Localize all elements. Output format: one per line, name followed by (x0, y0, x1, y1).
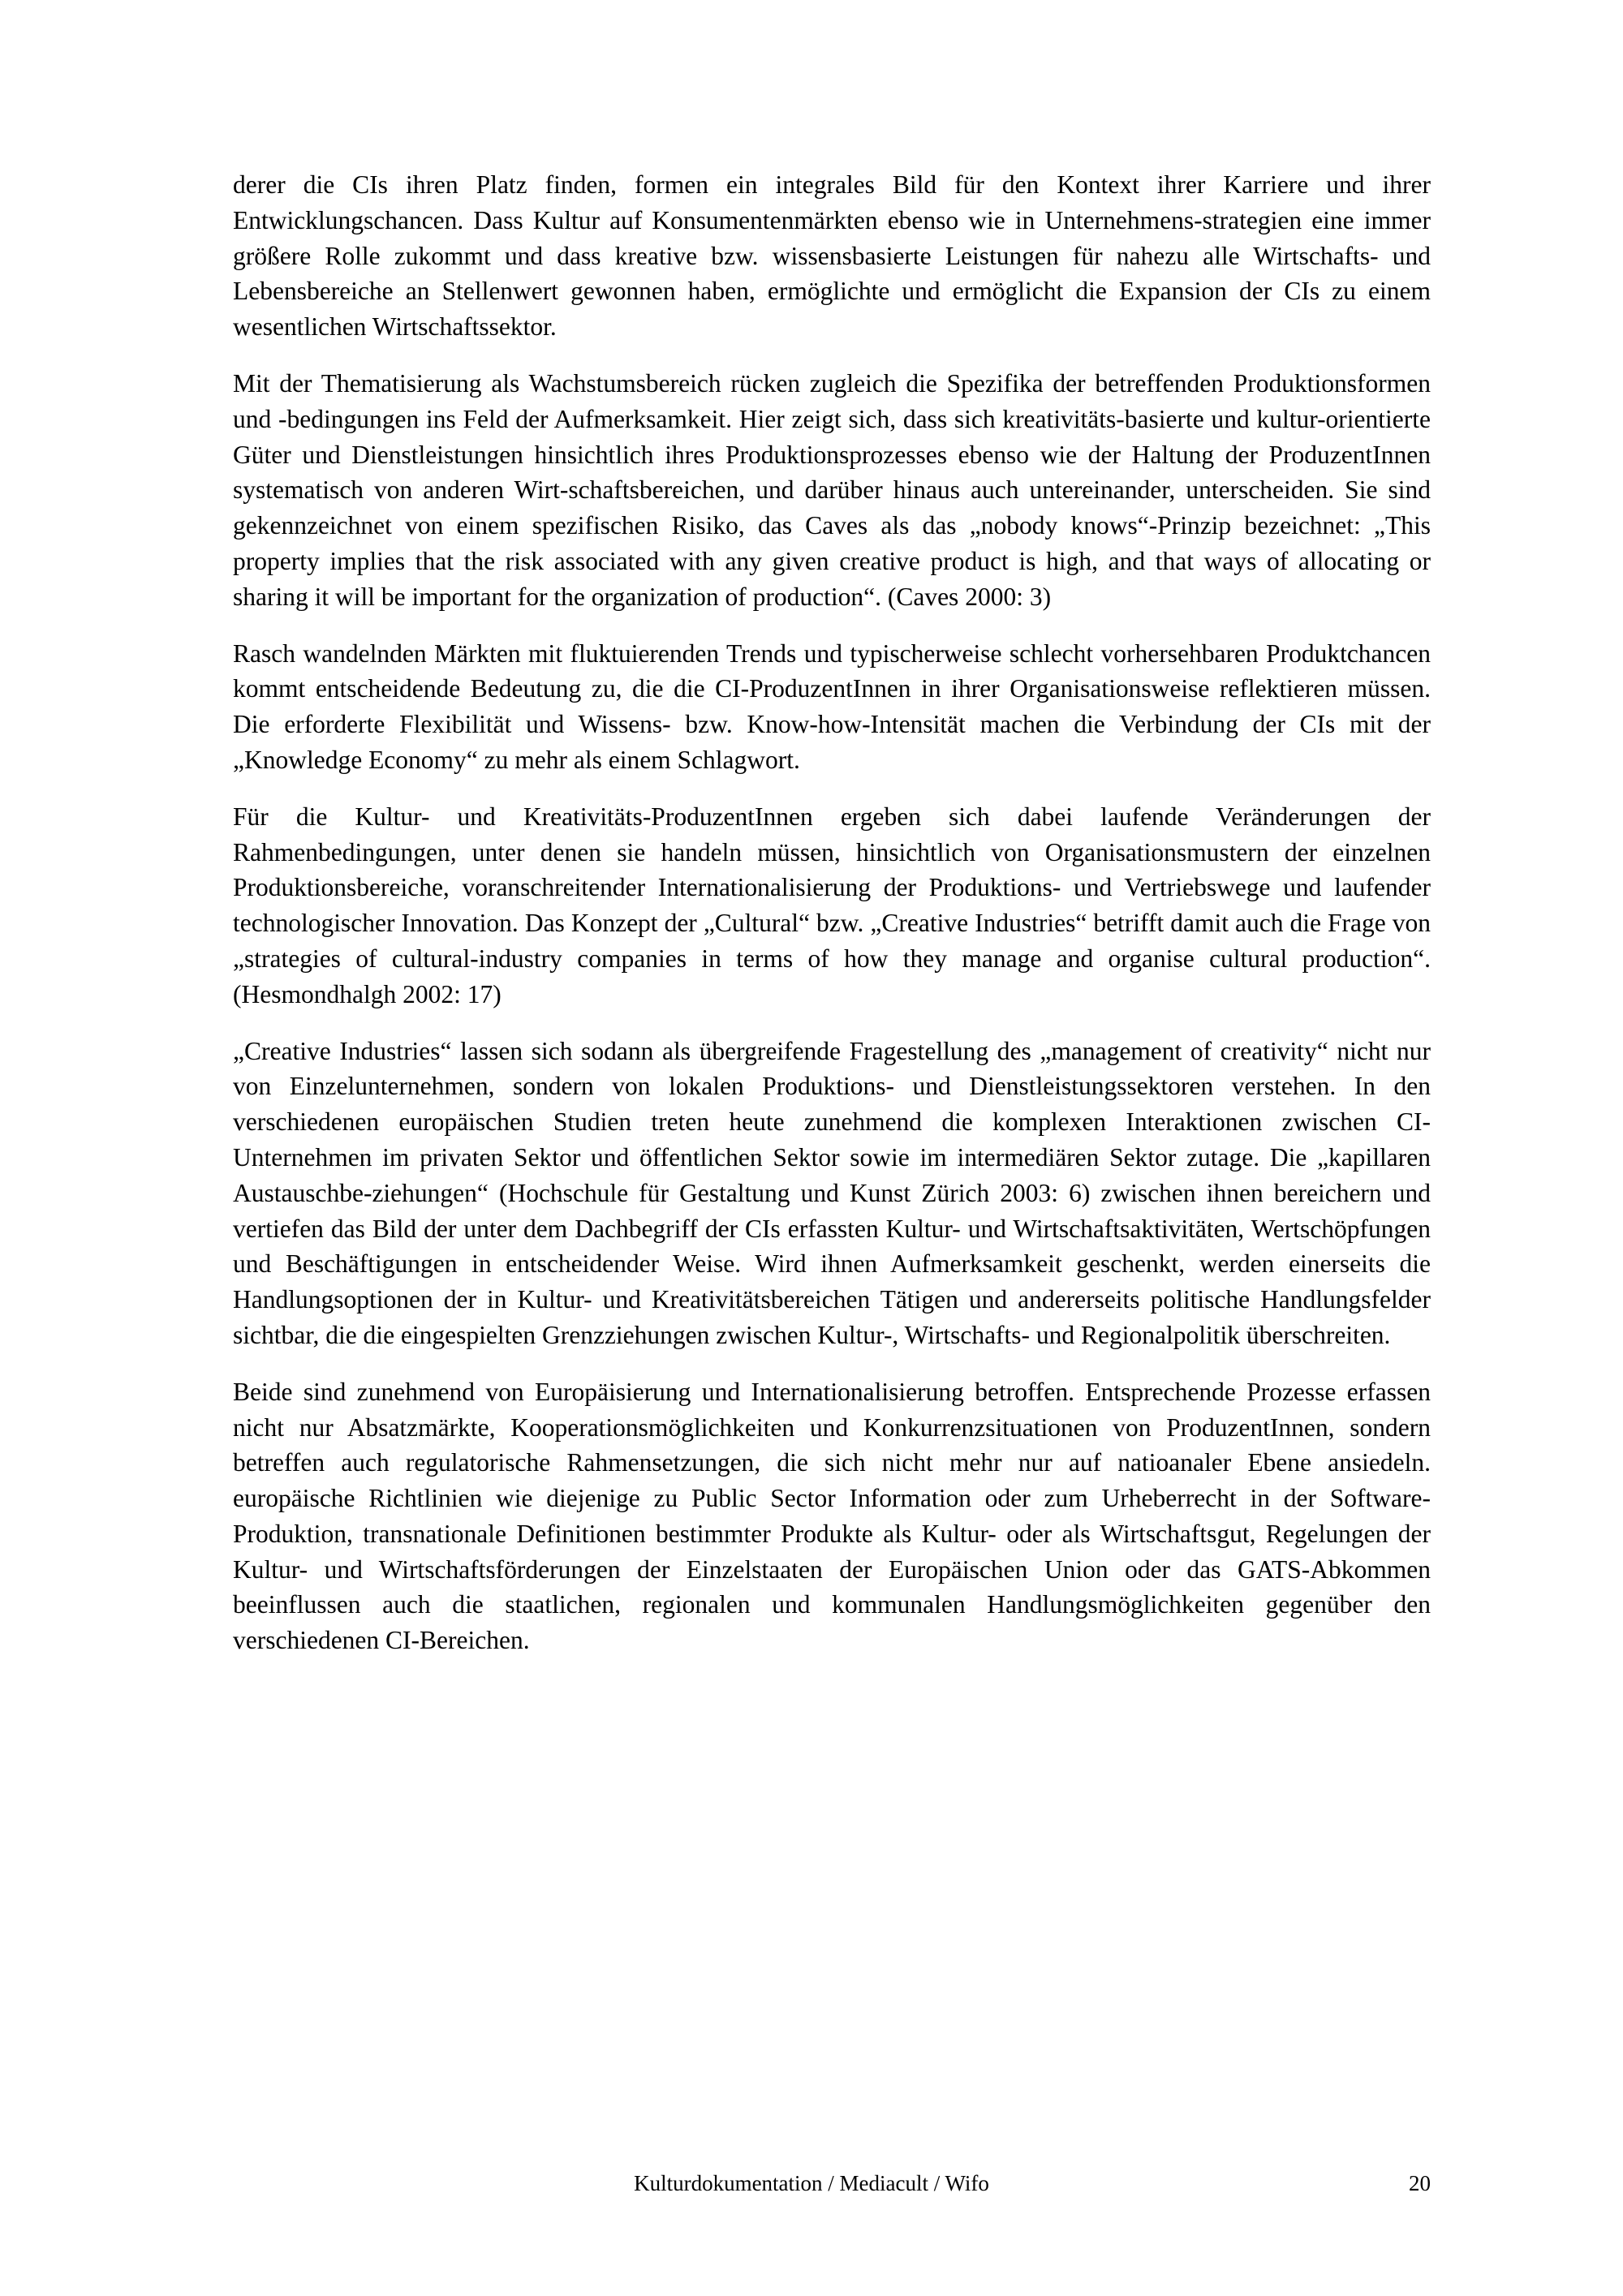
page-number: 20 (1409, 2171, 1431, 2195)
paragraph-2: Mit der Thematisierung als Wachstumsbereich rücken zugleich die Spezifika der betreffenden Produktionsformen und -bedingungen ins Feld der Aufmerksamkeit. Hier zeigt sich, dass sich kreativitäts-basierte und kultur-orientierte Güter und Dienstleistungen hinsichtlich ihres Produktionsprozesses ebenso wie der Haltung der ProduzentInnen systematisch von anderen Wirt-schaftsbereichen, und darüber hinaus auch untereinander, unterscheiden. Sie sind gekennzeichnet von einem spezifischen Risiko, das Caves als das „nobody knows“-Prinzip bezeichnet: „This property implies that the risk associated with any given creative product is high, and that ways of allocating or sharing it will be important for the organization of production“. (Caves 2000: 3) (233, 368, 1431, 611)
paragraph-1: derer die CIs ihren Platz finden, formen ein integrales Bild für den Kontext ihrer Karriere und ihrer Entwicklungschancen. Dass Kultur auf Konsumentenmärkten ebenso wie in Unternehmens-strategien eine immer größere Rolle zukommt und dass kreative bzw. wissensbasierte Leistungen für nahezu alle Wirtschafts- und Lebensbereiche an Stellenwert gewonnen haben, ermöglichte und ermöglicht die Expansion der CIs zu einem wesentlichen Wirtschaftssektor. (233, 170, 1431, 342)
paragraph-3: Rasch wandelnden Märkten mit fluktuierenden Trends und typischerweise schlecht vorhersehbaren Produktchancen kommt entscheidende Bedeutung zu, die die CI-ProduzentInnen in ihrer Organisationsweise reflektieren müssen. Die erforderte Flexibilität und Wissens- bzw. Know-how-Intensität machen die Verbindung der CIs mit der „Knowledge Economy“ zu mehr als einem Schlagwort. (233, 638, 1431, 774)
paragraph-4: Für die Kultur- und Kreativitäts-ProduzentInnen ergeben sich dabei laufende Veränderungen der Rahmenbedingungen, unter denen sie handeln müssen, hinsichtlich von Organisationsmustern der einzelnen Produktionsbereiche, voranschreitender Internationalisierung der Produktions- und Vertriebswege und laufender technologischer Innovation. Das Konzept der „Cultural“ bzw. „Creative Industries“ betrifft damit auch die Frage von „strategies of cultural-industry companies in terms of how they manage and organise cultural production“. (Hesmondhalgh 2002: 17) (233, 802, 1431, 1008)
document-body (233, 167, 1431, 1679)
paragraph-6: Beide sind zunehmend von Europäisierung und Internationalisierung betroffen. Entsprechende Prozesse erfassen nicht nur Absatzmärkte, Kooperationsmöglichkeiten und Konkurrenzsituationen von ProduzentInnen, sondern betreffen auch regulatorische Rahmensetzungen, die sich nicht mehr nur auf natioanaler Ebene ansiedeln. europäische Richtlinien wie diejenige zu Public Sector Information oder zum Urheberrecht in der Software-Produktion, transnationale Definitionen bestimmter Produkte als Kultur- oder als Wirtschaftsgut, Regelungen der Kultur- und Wirtschaftsförderungen der Einzelstaaten der Europäischen Union oder das GATS-Abkommen beeinflussen auch die staatlichen, regionalen und kommunalen Handlungsmöglichkeiten gegenüber den verschiedenen CI-Bereichen. (233, 1377, 1431, 1655)
footer-source: Kulturdokumentation / Mediacult / Wifo (634, 2171, 989, 2195)
paragraph-5: „Creative Industries“ lassen sich sodann als übergreifende Fragestellung des „management of creativity“ nicht nur von Einzelunternehmen, sondern von lokalen Produktions- und Dienstleistungssektoren verstehen. In den verschiedenen europäischen Studien treten heute zunehmend die komplexen Interaktionen zwischen CI-Unternehmen im privaten Sektor und öffentlichen Sektor sowie im intermediären Sektor zutage. Die „kapillaren Austauschbe-ziehungen“ (Hochschule für Gestaltung und Kunst Zürich 2003: 6) zwischen ihnen bereichern und vertiefen das Bild der unter dem Dachbegriff der CIs erfassten Kultur- und Wirtschaftsaktivitäten, Wertschöpfungen und Beschäftigungen in entscheidender Weise. Wird ihnen Aufmerksamkeit geschenkt, werden einerseits die Handlungsoptionen der in Kultur- und Kreativitätsbereichen Tätigen und andererseits politische Handlungsfelder sichtbar, die die eingespielten Grenzziehungen zwischen Kultur-, Wirtschafts- und Regionalpolitik überschreiten. (233, 1036, 1431, 1349)
